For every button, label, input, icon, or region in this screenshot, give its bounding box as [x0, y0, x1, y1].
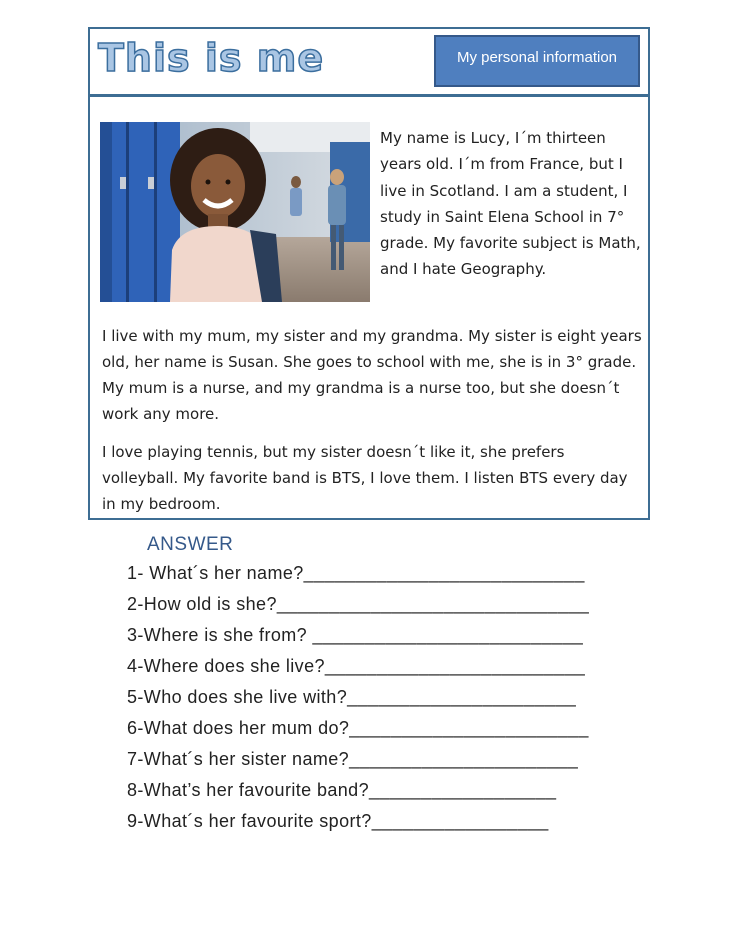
info-badge: My personal information — [434, 35, 640, 87]
page-title: This is me — [98, 36, 325, 80]
intro-text: My name is Lucy, I´m thirteen years old. I´m from France, but I live in Scotland. I am a student, I study in Saint Elena School in 7° grade. My favorite subject is Math, and I hate Geography. — [380, 129, 641, 279]
girl-photo-icon — [100, 122, 370, 302]
question-1[interactable]: 1- What´s her name?___________________________ — [127, 563, 585, 583]
girl-photo — [100, 122, 370, 302]
question-5[interactable]: 5-Who does she live with?______________________ — [127, 687, 577, 707]
family-paragraph: I live with my mum, my sister and my grandma. My sister is eight years old, her name is Susan. She goes to school with me, she is in 3° grade. My mum is a nurse, and my grandma is a nurse too, but she doesn´t work any more. — [102, 327, 642, 423]
question-3[interactable]: 3-Where is she from? __________________________ — [127, 625, 584, 645]
question-7[interactable]: 7-What´s her sister name?______________________ — [127, 749, 579, 769]
question-8[interactable]: 8-What’s her favourite band?__________________ — [127, 780, 557, 800]
reading-card — [88, 27, 650, 520]
question-6[interactable]: 6-What does her mum do?_______________________ — [127, 718, 589, 738]
question-4[interactable]: 4-Where does she live?_________________________ — [127, 656, 586, 676]
hobbies-paragraph: I love playing tennis, but my sister doesn´t like it, she prefers volleyball. My favorite band is BTS, I love them. I listen BTS every day in my bedroom. — [102, 443, 628, 513]
header-bar — [90, 29, 648, 97]
question-2[interactable]: 2-How old is she?______________________________ — [127, 594, 590, 614]
answer-heading: ANSWER — [147, 534, 234, 555]
question-9[interactable]: 9-What´s her favourite sport?_________________ — [127, 811, 549, 831]
